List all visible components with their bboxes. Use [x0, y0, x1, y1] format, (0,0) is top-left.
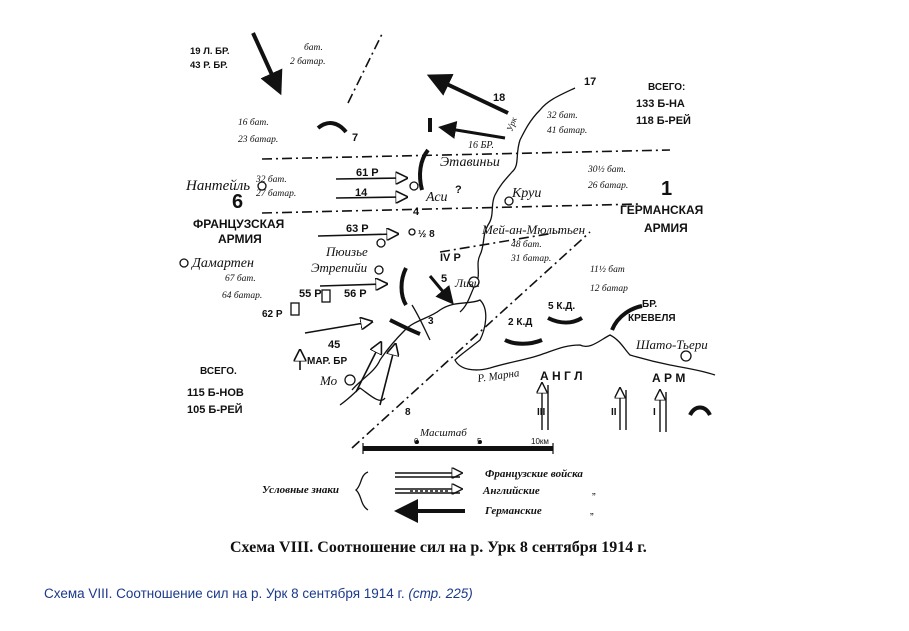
unit-2kd: 2 К.Д	[508, 317, 533, 328]
legend-french-symbol	[395, 473, 460, 477]
scale-tick-5: 5	[477, 437, 482, 446]
place-etavigny: Этавиньи	[440, 155, 500, 170]
legend-english-label: Английские	[483, 485, 540, 497]
legend-title: Условные знаки	[262, 484, 340, 496]
unit-5: 5	[441, 273, 448, 285]
strength-south-top: 11½ бат	[590, 265, 625, 275]
strength-north-mid-top: бат.	[304, 43, 323, 53]
german-total-heading: ВСЕГО:	[648, 82, 686, 93]
unit-55: 55 Р	[299, 288, 322, 300]
unit-3: 3	[428, 316, 434, 327]
unit-iv-r: IV Р	[440, 252, 461, 264]
strength-west-top: 16 бат.	[238, 118, 269, 128]
unit-7: 7	[352, 132, 359, 144]
unit-45: 45	[328, 339, 341, 351]
unit-mar-br: МАР. БР	[307, 356, 348, 367]
french-army-line-1: ФРАНЦУЗСКАЯ	[193, 217, 285, 231]
strength-east-top: 30½ бат.	[588, 165, 626, 175]
unit-63: 63 Р	[346, 223, 369, 235]
scale-bar	[363, 427, 553, 454]
place-etrepilly: Этрепийи	[311, 260, 368, 275]
unit-62: 62 Р	[262, 309, 283, 320]
strength-urk-bot: 41 батар.	[547, 126, 588, 136]
scale-tick-10: 10км	[531, 437, 549, 446]
french-total-batteries: 105 Б-РЕЙ	[187, 404, 243, 416]
german-total-batteries: 118 Б-РЕЙ	[636, 115, 691, 127]
strength-center-bot: 31 батар.	[511, 254, 552, 264]
place-urk: Урк	[504, 115, 519, 133]
unit-16br: 16 БР.	[468, 140, 495, 151]
place-krui: Круи	[512, 186, 542, 201]
unit-br-krevel: БР.	[642, 299, 658, 310]
place-dammartin: Дамартен	[192, 256, 254, 271]
legend-french-label: Французские войска	[485, 468, 583, 480]
german-army-line-2: АРМИЯ	[644, 221, 688, 235]
place-may: Мей-ан-Мюльтьен	[482, 222, 586, 237]
legend	[262, 468, 596, 517]
caption-page-ref[interactable]: (стр. 225)	[408, 586, 473, 601]
strength-west-mid-top: 32 бат.	[256, 175, 287, 185]
place-chateau-thierry: Шато-Тьери	[636, 337, 708, 352]
place-asi: Аси	[426, 190, 448, 205]
place-english-army-1: А Н Г Л	[540, 369, 583, 383]
german-army-line-1: ГЕРМАНСКАЯ	[620, 203, 704, 217]
legend-german-ditto: „	[590, 505, 594, 517]
legend-english-ditto: „	[592, 485, 596, 497]
legend-english-symbol	[395, 489, 460, 493]
unit-half-8: ½ 8	[418, 229, 435, 240]
french-total-heading: ВСЕГО.	[200, 366, 237, 377]
unit-roman-3: III	[537, 407, 546, 418]
strength-north-mid-bot: 2 батар.	[290, 57, 326, 67]
french-army-line-2: АРМИЯ	[218, 232, 262, 246]
strength-west-low-bot: 64 батар.	[222, 291, 263, 301]
unit-4: 4	[413, 206, 420, 218]
strength-south-bot: 12 батар	[590, 284, 628, 294]
legend-german-label: Германские	[485, 505, 542, 517]
unit-5kd: 5 К.Д.	[548, 301, 576, 312]
french-army-number: 6	[232, 191, 244, 213]
place-marne: Р. Марна	[476, 367, 521, 385]
scale-tick-0: 0	[414, 437, 419, 446]
unit-8: 8	[405, 407, 411, 418]
place-english-army-2: А Р М	[652, 371, 686, 385]
strength-north-left-top: 19 Л. БР.	[190, 46, 230, 57]
unit-14: 14	[355, 187, 368, 199]
unit-56: 56 Р	[344, 288, 367, 300]
unit-roman-1: I	[653, 407, 656, 418]
german-total-battalions: 133 Б-НА	[636, 98, 685, 110]
unit-krevel: КРЕВЕЛЯ	[628, 313, 676, 324]
place-nanteuil: Нантейль	[186, 178, 251, 194]
unit-question: ?	[455, 184, 462, 196]
place-puisieux: Пюизье	[326, 244, 368, 259]
unit-roman-2: II	[611, 407, 617, 418]
unit-18: 18	[493, 92, 506, 104]
image-caption	[44, 586, 473, 601]
place-meaux: Мо	[320, 373, 338, 388]
strength-east-bot: 26 батар.	[588, 181, 629, 191]
map-title: Схема VIII. Соотношение сил на р. Урк 8 сентября 1914 г.	[230, 539, 647, 556]
german-army-number: 1	[661, 178, 673, 200]
strength-labels	[190, 42, 628, 301]
strength-west-bot: 23 батар.	[238, 135, 279, 145]
unit-61: 61 Р	[356, 167, 379, 179]
english-arrows	[542, 385, 666, 432]
scale-label: Масштаб	[420, 427, 467, 439]
caption-text: Схема VIII. Соотношение сил на р. Урк 8 сентября 1914 г.	[44, 586, 405, 601]
french-total-battalions: 115 Б-НОВ	[187, 387, 244, 399]
strength-west-mid-bot: 27 батар.	[256, 189, 297, 199]
strength-north-left-bot: 43 Р. БР.	[190, 60, 228, 71]
strength-west-low-top: 67 бат.	[225, 274, 256, 284]
strength-center-top: 48 бат.	[511, 240, 542, 250]
strength-urk-top: 32 бат.	[547, 111, 578, 121]
unit-17: 17	[584, 76, 597, 88]
place-lizy: Лизи	[455, 276, 480, 290]
